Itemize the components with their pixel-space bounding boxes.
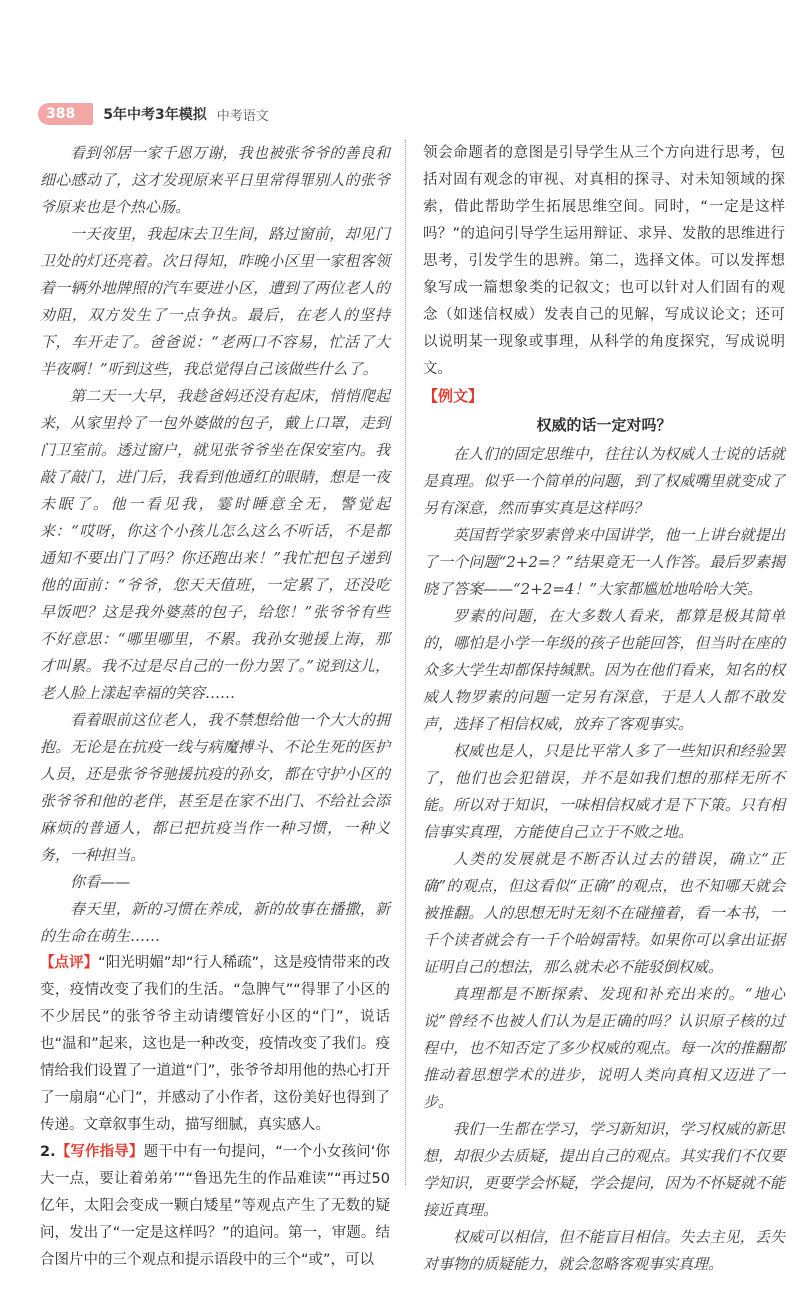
page-header — [38, 100, 778, 128]
book-subject: 中考语文 — [216, 108, 269, 124]
book-title: 5年中考3年模拟 — [103, 107, 207, 123]
column-divider — [405, 140, 406, 1185]
essay-paragraph: 权威也是人，只是比平常人多了一些知识和经验罢了，他们也会犯错误，并不是如我们想的那样无所不能。所以对于知识，一味相信权威才是下下策。只有相信事实真理，方能使自己立于不败之地。 — [423, 742, 785, 841]
essay-paragraph: 人类的发展就是不断否认过去的错误，确立“正确”的观点，但这看似“正确”的观点，也不知哪天就会被推翻。人的思想无时无刻不在碰撞着，看一本书，一千个读者就会有一千个哈姆雷特。如果你可以拿出证据证明自己的想法，那么就未必不能驳倒权威。 — [423, 850, 785, 976]
essay-paragraph: 权威可以相信，但不能盲目相信。失去主见，丢失对事物的质疑能力，就会忽略客观事实真理。 — [423, 1228, 785, 1273]
page-number: 388 — [38, 103, 93, 125]
essay-paragraph: 我们一生都在学习，学习新知识，学习权威的新思想，却很少去质疑，提出自己的观点。其实我们不仅要学知识，更要学会怀疑，学会提问，因为不怀疑就不能接近真理。 — [423, 1120, 785, 1219]
writing-guide-label: 【写作指导】 — [55, 1144, 144, 1160]
essay-paragraph: 春天里，新的习惯在养成，新的故事在播撒，新的生命在萌生…… — [40, 900, 390, 945]
essay-paragraph: 英国哲学家罗素曾来中国讲学，他一上讲台就提出了一个问题“2+2=？”结果竟无一人作答。最后罗素揭晓了答案——“2+2=4！”大家都尴尬地哈哈大笑。 — [423, 526, 785, 598]
comment-label: 【点评】 — [40, 955, 99, 971]
comment-text: “阳光明媚”却“行人稀疏”，这是疫情带来的改变，疫情改变了我们的生活。“急脾气”“得罪了小区的不少居民”的张爷爷主动请缨管好小区的“门”，说话也“温和”起来，这也是一种改变，疫情改变了我们。疫情给我们设置了一道道“门”，张爷爷却用他的热心打开了一扇扇“心门”，并感动了小作者，这份美好也得到了传递。文章叙事生动，描写细腻，真实感人。 — [40, 955, 391, 1133]
essay-paragraph: 在人们的固定思维中，往往认为权威人士说的话就是真理。似乎一个简单的问题，到了权威嘴里就变成了另有深意，然而事实真是这样吗？ — [423, 445, 785, 517]
essay-title: 权威的话一定对吗？ — [536, 416, 672, 434]
essay-paragraph: 真理都是不断探索、发现和补充出来的。“地心说”曾经不也被人们认为是正确的吗？认识原子核的过程中，也不知否定了多少权威的观点。每一次的推翻都推动着思想学术的进步，说明人类向真相又迈进了一步。 — [423, 985, 785, 1111]
right-column — [423, 140, 785, 1278]
essay-paragraph: 一天夜里，我起床去卫生间，路过窗前，却见门卫处的灯还亮着。次日得知，昨晚小区里一家租客领着一辆外地牌照的汽车要进小区，遭到了两位老人的劝阻，双方发生了一点争执。最后，在老人的坚持下，车开走了。爸爸说：“老两口不容易，忙活了大半夜啊！”听到这些，我总觉得自己该做些什么了。 — [40, 225, 390, 378]
essay-paragraph: 第二天一大早，我趁爸妈还没有起床，悄悄爬起来，从家里拎了一包外婆做的包子，戴上口罩，走到门卫室前。透过窗户，就见张爷爷坐在保安室内。我敲了敲门，进门后，我看到他通红的眼睛，想是一夜未眠了。他一看见我，霎时睡意全无，警觉起来：“哎呀，你这个小孩儿怎么这么不听话，不是都通知不要出门了吗？你还跑出来！”我忙把包子递到他的面前：“爷爷，您天天值班，一定累了，还没吃早饭吧？这是我外婆蒸的包子，给您！”张爷爷有些不好意思：“哪里哪里，不累。我孙女驰援上海，那才叫累。我不过是尽自己的一份力罢了。”说到这儿，老人脸上漾起幸福的笑容…… — [40, 387, 390, 702]
essay-paragraph: 罗素的问题，在大多数人看来，都算是极其简单的，哪怕是小学一年级的孩子也能回答，但当时在座的众多大学生却都保持缄默。因为在他们看来，知名的权威人物罗素的问题一定另有深意，于是人人都不敢发声，选择了相信权威，放弃了客观事实。 — [423, 607, 785, 733]
writing-guide-text: 题干中有一句提问，“一个小女孩问‘你大一点，要让着弟弟’”“鲁迅先生的作品难读”“再过50亿年，太阳会变成一颗白矮星”等观点产生了无数的疑问，发出了“一定是这样吗？”的追问。第一，审题。结合图片中的三个观点和提示语段中的三个“或”，可以 — [40, 1144, 390, 1268]
guide-continuation: 领会命题者的意图是引导学生从三个方向进行思考，包括对固有观念的审视、对真相的探寻、对未知领域的探索，借此帮助学生拓展思维空间。同时，“一定是这样吗？”的追问引导学生运用辩证、求异、发散的思维进行思考，引发学生的思辨。第二，选择文体。可以发挥想象写成一篇想象类的记叙文；也可以针对人们固有的观念（如迷信权威）发表自己的见解，写成议论文；还可以说明某一现象或事理，从科学的角度探究，写成说明文。 — [423, 145, 785, 377]
essay-paragraph: 看到邻居一家千恩万谢，我也被张爷爷的善良和细心感动了，这才发现原来平日里常得罪别人的张爷爷原来也是个热心肠。 — [40, 144, 390, 216]
example-label: 【例文】 — [423, 387, 484, 405]
essay-paragraph: 你看—— — [70, 873, 131, 891]
question-number: 2. — [40, 1144, 56, 1160]
comment-block — [40, 950, 390, 1139]
left-column — [40, 140, 390, 1274]
writing-guide-block — [40, 1139, 390, 1274]
essay-paragraph: 看着眼前这位老人，我不禁想给他一个大大的拥抱。无论是在抗疫一线与病魔搏斗、不论生死的医护人员，还是张爷爷驰援抗疫的孙女，都在守护小区的张爷爷和他的老伴，甚至是在家不出门、不给社会添麻烦的普通人，都已把抗疫当作一种习惯，一种义务，一种担当。 — [40, 711, 390, 864]
